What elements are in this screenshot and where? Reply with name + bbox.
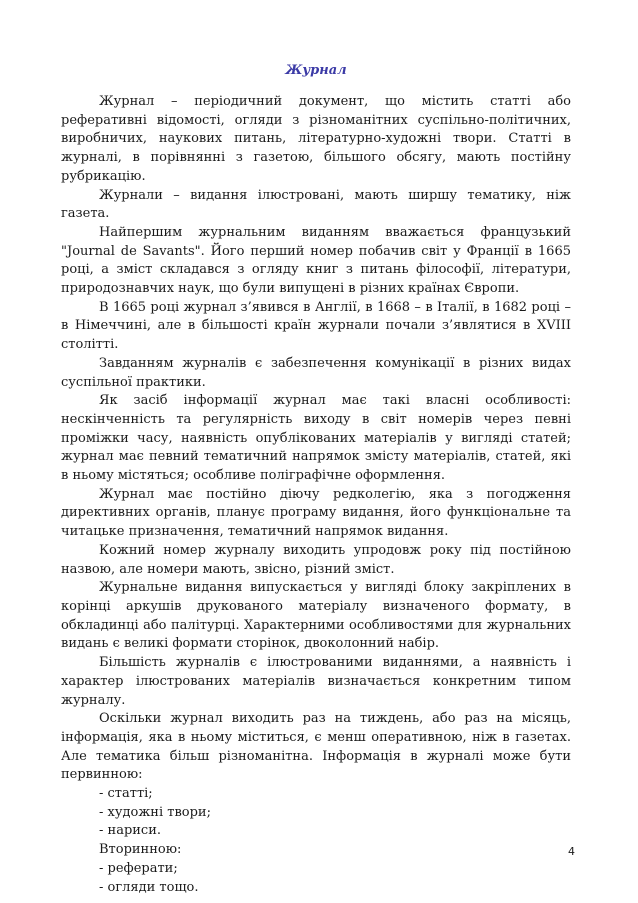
secondary-heading: Вторинною: <box>99 842 182 858</box>
paragraph: Найпершим журнальним виданням вважається французький "Journal de Savants". Його перший номер побачив світ у Франції в 1665 році, а зміст складався з огляду книг з питань філософії, літератури, природознавчих наук, що були випущені в різних країнах Європи. <box>61 224 571 297</box>
paragraph: Журнали – видання ілюстровані, мають ширшу тематику, ніж газета. <box>61 187 571 222</box>
list-item: - нариси. <box>99 823 162 839</box>
paragraph: Завданням журналів є забезпечення комунікації в різних видах суспільної практики. <box>61 355 571 390</box>
paragraph: Оскільки журнал виходить раз на тиждень, або раз на місяць, інформація, яка в ньому міститься, є менш оперативною, ніж в газетах. Але тематика більш різноманітна. Інформація в журналі може бути первинною: <box>61 711 571 783</box>
page-number: 4 <box>568 845 575 858</box>
list-item: - художні твори; <box>99 804 211 820</box>
paragraph: В 1665 році журнал з’явився в Англії, в 1668 – в Італії, в 1682 році – в Німеччині, але в більшості країн журнали почали з’являтися в XVIII столітті. <box>61 299 571 353</box>
paragraph: Як засіб інформації журнал має такі власні особливості: нескінченність та регулярність виходу в світ номерів через певні проміжки часу, наявність опублікованих матеріалів у вигляді статей; журнал має певний тематичний напрямок змісту матеріалів, статей, які в ньому містяться; особливе поліграфічне оформлення. <box>61 393 571 484</box>
paragraph: Більшість журналів є ілюстрованими виданнями, а наявність і характер ілюстрованих матеріалів визначається конкретним типом журналу. <box>61 655 571 708</box>
paragraph: Журнал – періодичний документ, що містить статті або реферативні відомості, огляди з різноманітних суспільно-політичних, виробничих, наукових питань, літературно-художні твори. Статті в журналі, в порівнянні з газетою, більшого обсягу, мають постійну рубрикацію. <box>61 94 571 184</box>
list-item: - реферати; <box>99 860 178 876</box>
primary-info-list <box>61 785 571 841</box>
secondary-info-list <box>61 860 571 897</box>
paragraph: Кожний номер журналу виходить упродовж року під постійною назвою, але номери мають, звісно, різний зміст. <box>61 542 571 577</box>
list-item: - статті; <box>99 786 153 802</box>
document-title: Журнал <box>285 63 347 78</box>
list-item: - огляди тощо. <box>99 879 199 895</box>
page-content <box>61 62 571 897</box>
paragraph: Журнал має постійно діючу редколегію, яка з погодження директивних органів, планує програму видання, його функціональне та читацьке призначення, тематичний напрямок видання. <box>61 486 571 540</box>
paragraph: Журнальне видання випускається у вигляді блоку закріплених в корінці аркушів друкованого матеріалу визначеного формату, в обкладинці або палітурці. Характерними особливостями для журнальних видань є великі формати сторінок, двоколонний набір. <box>61 580 571 652</box>
